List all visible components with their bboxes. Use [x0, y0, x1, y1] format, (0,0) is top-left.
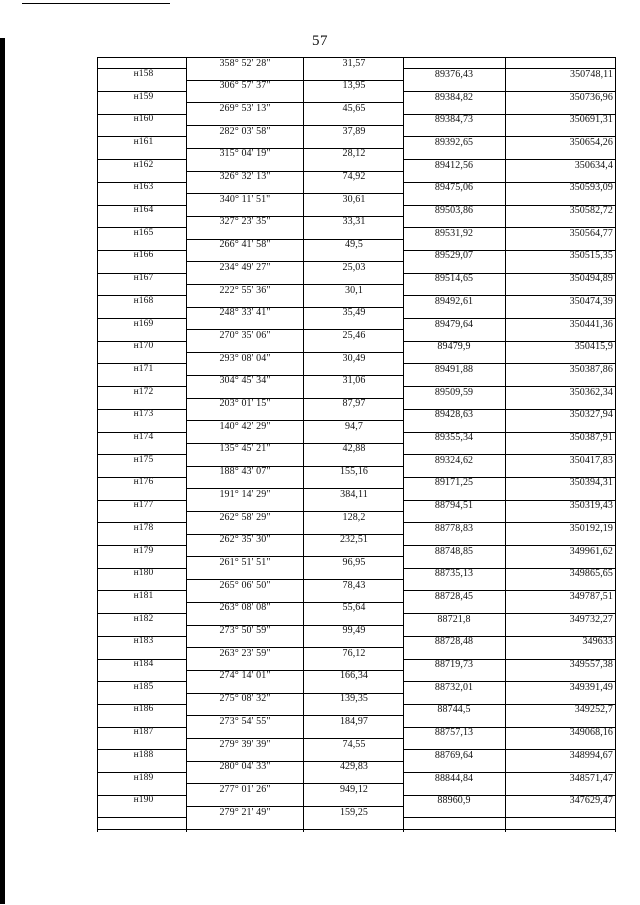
point-y-coordinate: 349391,49 [569, 681, 613, 693]
point-x-coordinate: 89514,65 [434, 273, 474, 285]
top-rule [22, 3, 170, 4]
point-x-coordinate: 88728,45 [434, 590, 474, 602]
point-name: н171 [133, 363, 154, 374]
point-y-coordinate: 349633 [582, 636, 613, 648]
table-bottom-border [97, 829, 615, 830]
point-name: н178 [133, 522, 154, 533]
segment-direction-angle: 222° 55' 36" [219, 284, 271, 296]
point-y-coordinate: 350362,34 [569, 386, 613, 398]
point-x-coordinate: 88728,48 [434, 636, 474, 648]
segment-length: 94,7 [345, 420, 363, 432]
segment-length: 42,88 [342, 443, 366, 455]
point-y-coordinate: 350415,9 [574, 341, 613, 353]
point-name: н189 [133, 772, 154, 783]
point-y-coordinate: 350387,86 [569, 363, 613, 375]
point-x-coordinate: 88735,13 [434, 568, 474, 580]
point-name: н180 [133, 568, 154, 579]
point-x-coordinate: 89412,56 [434, 159, 474, 171]
point-x-coordinate: 88960,9 [437, 795, 471, 807]
point-name: н175 [133, 454, 154, 465]
segment-direction-angle: 273° 50' 59" [219, 625, 271, 636]
segment-length: 33,31 [342, 216, 366, 228]
segment-direction-angle: 280° 04' 33" [219, 761, 271, 773]
segment-length: 139,35 [339, 693, 369, 705]
point-name: н190 [133, 795, 154, 806]
scan-edge-bar [0, 38, 5, 904]
point-y-coordinate: 350474,39 [569, 295, 613, 307]
point-name: н187 [133, 727, 154, 738]
point-name: н160 [133, 114, 154, 125]
point-x-coordinate: 88721,8 [437, 613, 471, 625]
point-x-coordinate: 88748,85 [434, 545, 474, 557]
segment-length: 55,64 [342, 602, 366, 614]
segment-length: 30,1 [345, 284, 363, 296]
point-name: н186 [133, 704, 154, 715]
point-x-coordinate: 89428,63 [434, 409, 474, 421]
segment-length: 49,5 [345, 239, 363, 251]
segment-direction-angle: 277° 01' 26" [219, 783, 271, 795]
point-x-coordinate: 89503,86 [434, 205, 474, 217]
segment-length: 30,49 [342, 352, 366, 364]
segment-direction-angle: 261° 51' 51" [219, 556, 271, 568]
point-y-coordinate: 349787,51 [569, 590, 613, 602]
point-x-coordinate: 88719,73 [434, 659, 474, 671]
point-name: н179 [133, 545, 154, 556]
point-name: н184 [133, 659, 154, 670]
segment-direction-angle: 203° 01' 15" [219, 398, 271, 409]
point-name: н158 [133, 68, 154, 79]
point-name: н170 [133, 341, 154, 352]
segment-length: 25,03 [342, 261, 366, 273]
segment-direction-angle: 234° 49' 27" [219, 261, 271, 273]
point-y-coordinate: 349865,65 [569, 568, 613, 580]
point-y-coordinate: 350582,72 [569, 205, 613, 217]
table-column-line [97, 57, 98, 832]
point-name: н188 [133, 749, 154, 760]
point-x-coordinate: 89171,25 [434, 477, 474, 489]
point-name: н181 [133, 590, 154, 601]
segment-direction-angle: 358° 52' 28" [219, 57, 271, 69]
point-y-coordinate: 350494,89 [569, 273, 613, 285]
table-column-line [615, 57, 616, 832]
segment-length: 184,97 [339, 715, 369, 727]
segment-direction-angle: 326° 32' 13" [219, 171, 271, 182]
point-y-coordinate: 350441,36 [569, 318, 613, 330]
point-y-coordinate: 349068,16 [569, 727, 613, 739]
point-y-coordinate: 350387,91 [569, 432, 613, 444]
segment-direction-angle: 135° 45' 21" [219, 443, 271, 455]
point-x-coordinate: 88744,5 [437, 704, 471, 716]
point-x-coordinate: 89479,9 [437, 341, 471, 353]
point-x-coordinate: 88757,13 [434, 727, 474, 739]
point-x-coordinate: 89384,73 [434, 114, 474, 126]
segment-direction-angle: 266° 41' 58" [219, 239, 271, 251]
segment-length: 128,2 [342, 511, 366, 523]
point-name: н173 [133, 409, 154, 420]
point-y-coordinate: 348994,67 [569, 749, 613, 761]
point-y-coordinate: 349732,27 [569, 613, 613, 625]
point-x-coordinate: 89509,59 [434, 386, 474, 398]
segment-direction-angle: 191° 14' 29" [219, 488, 271, 500]
segment-length: 384,11 [340, 488, 368, 500]
point-x-coordinate: 88794,51 [434, 500, 474, 512]
point-x-coordinate: 88732,01 [434, 681, 474, 693]
point-y-coordinate: 350593,09 [569, 182, 613, 194]
point-y-coordinate: 350417,83 [569, 454, 613, 466]
point-y-coordinate: 348571,47 [569, 772, 613, 784]
segment-direction-angle: 263° 23' 59" [219, 647, 271, 659]
segment-length: 37,89 [342, 125, 366, 137]
segment-direction-angle: 274° 14' 01" [219, 670, 271, 682]
segment-direction-angle: 306° 57' 37" [219, 80, 271, 92]
point-y-coordinate: 350634,4 [574, 159, 613, 171]
segment-length: 99,49 [342, 625, 366, 636]
segment-length: 28,12 [342, 148, 366, 160]
segment-length: 30,61 [342, 193, 366, 205]
point-x-coordinate: 88844,84 [434, 772, 474, 784]
point-name: н183 [133, 636, 154, 647]
point-y-coordinate: 350691,31 [569, 114, 613, 126]
point-x-coordinate: 89475,06 [434, 182, 474, 194]
point-y-coordinate: 350515,35 [569, 250, 613, 262]
segment-direction-angle: 304° 45' 34" [219, 375, 271, 387]
point-name: н185 [133, 681, 154, 692]
point-y-coordinate: 350654,26 [569, 136, 613, 148]
segment-length: 96,95 [342, 556, 366, 568]
segment-length: 31,06 [342, 375, 366, 387]
segment-direction-angle: 275° 08' 32" [219, 693, 271, 705]
point-y-coordinate: 349961,62 [569, 545, 613, 557]
point-name: н167 [133, 273, 154, 284]
segment-direction-angle: 262° 35' 30" [219, 534, 271, 546]
point-y-coordinate: 350564,77 [569, 227, 613, 239]
page-number: 57 [312, 33, 328, 49]
segment-direction-angle: 279° 21' 49" [219, 806, 271, 818]
segment-length: 232,51 [339, 534, 369, 546]
segment-direction-angle: 327° 23' 35" [219, 216, 271, 228]
table-column-line [403, 57, 404, 832]
point-name: н177 [133, 500, 154, 511]
segment-length: 35,49 [342, 307, 366, 319]
segment-direction-angle: 340° 11' 51" [219, 193, 271, 205]
segment-direction-angle: 293° 08' 04" [219, 352, 271, 364]
segment-direction-angle: 315° 04' 19" [219, 148, 271, 160]
point-x-coordinate: 89392,65 [434, 136, 474, 148]
segment-length: 429,83 [339, 761, 369, 773]
point-name: н172 [133, 386, 154, 397]
point-y-coordinate: 350319,43 [569, 500, 613, 512]
point-y-coordinate: 350327,94 [569, 409, 613, 421]
point-name: н163 [133, 182, 154, 193]
point-y-coordinate: 350192,19 [569, 522, 613, 534]
point-name: н176 [133, 477, 154, 488]
point-x-coordinate: 88769,64 [434, 749, 474, 761]
point-y-coordinate: 347629,47 [569, 795, 613, 807]
segment-direction-angle: 188° 43' 07" [219, 466, 271, 478]
segment-length: 31,57 [342, 57, 366, 69]
point-name: н182 [133, 613, 154, 624]
point-row-divider [403, 817, 615, 818]
segment-length: 74,55 [342, 738, 366, 750]
point-y-coordinate: 349557,38 [569, 659, 613, 671]
segment-direction-angle: 270° 35' 06" [219, 329, 271, 341]
point-name: н165 [133, 227, 154, 238]
segment-length: 155,16 [339, 466, 369, 478]
segment-direction-angle: 273° 54' 55" [219, 715, 271, 727]
segment-direction-angle: 282° 03' 58" [219, 125, 271, 137]
segment-length: 78,43 [342, 579, 366, 591]
segment-direction-angle: 279° 39' 39" [219, 738, 271, 750]
segment-length: 949,12 [339, 783, 369, 795]
point-x-coordinate: 89355,34 [434, 432, 474, 444]
point-y-coordinate: 350394,31 [569, 477, 613, 489]
point-name: н169 [133, 318, 154, 329]
segment-length: 76,12 [342, 647, 366, 659]
point-y-coordinate: 349252,7 [574, 704, 613, 716]
point-x-coordinate: 89529,07 [434, 250, 474, 262]
point-x-coordinate: 88778,83 [434, 522, 474, 534]
point-row-divider [97, 817, 186, 818]
point-y-coordinate: 350736,96 [569, 91, 613, 103]
segment-length: 13,95 [342, 80, 366, 92]
segment-direction-angle: 140° 42' 29" [219, 420, 271, 432]
segment-length: 25,46 [342, 329, 366, 341]
segment-length: 166,34 [339, 670, 369, 682]
point-x-coordinate: 89324,62 [434, 454, 474, 466]
segment-length: 87,97 [342, 398, 366, 409]
segment-direction-angle: 263° 08' 08" [219, 602, 271, 614]
point-name: н161 [133, 136, 154, 147]
point-name: н162 [133, 159, 154, 170]
segment-length: 159,25 [339, 806, 369, 818]
segment-direction-angle: 248° 33' 41" [219, 307, 271, 319]
table-column-line [505, 57, 506, 832]
segment-direction-angle: 265° 06' 50" [219, 579, 271, 591]
point-name: н164 [133, 205, 154, 216]
segment-length: 74,92 [342, 171, 366, 182]
point-x-coordinate: 89531,92 [434, 227, 474, 239]
point-x-coordinate: 89491,88 [434, 363, 474, 375]
segment-length: 45,65 [342, 102, 366, 114]
point-name: н159 [133, 91, 154, 102]
point-x-coordinate: 89479,64 [434, 318, 474, 330]
segment-direction-angle: 269° 53' 13" [219, 102, 271, 114]
point-name: н174 [133, 432, 154, 443]
segment-direction-angle: 262° 58' 29" [219, 511, 271, 523]
point-name: н168 [133, 295, 154, 306]
point-x-coordinate: 89492,61 [434, 295, 474, 307]
point-x-coordinate: 89384,82 [434, 91, 474, 103]
point-y-coordinate: 350748,11 [569, 68, 613, 80]
point-name: н166 [133, 250, 154, 261]
point-x-coordinate: 89376,43 [434, 68, 474, 80]
